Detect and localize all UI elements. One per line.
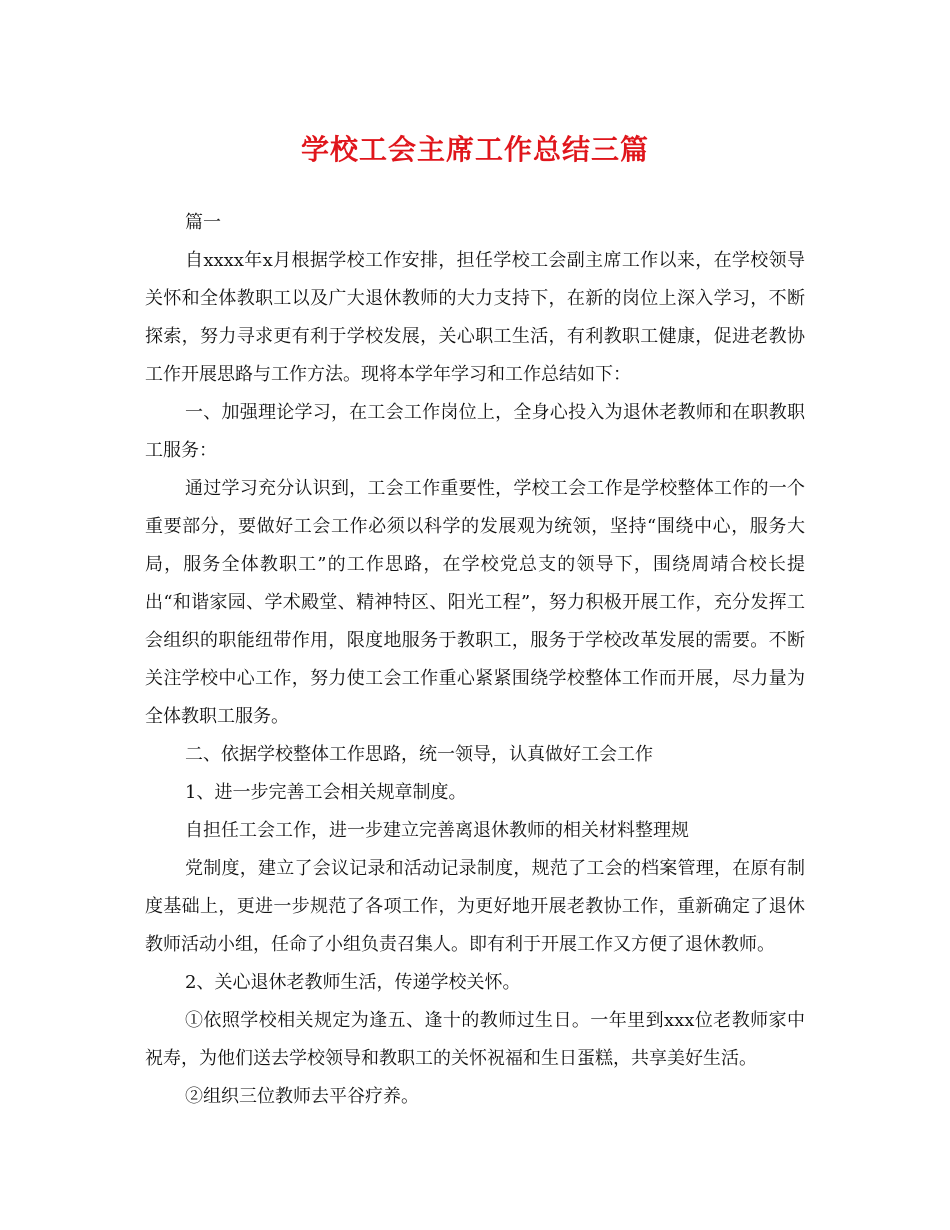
paragraph-section-heading: 篇一	[185, 212, 221, 233]
paragraph-theory-study: 通过学习充分认识到，工会工作重要性，学校工会工作是学校整体工作的一个重要部分，要做好工会工作必须以科学的发展观为统领，坚持“围绕中心，服务大局，服务全体教职工”的工作思路，在学校党总支的领导下，围绕周靖合校长提出“和谐家园、学术殿堂、精神特区、阳光工程”，努力积极开展工作，充分发挥工会组织的职能纽带作用，限度地服务于教职工，服务于学校改革发展的需要。不断关注学校中心工作，努力使工会工作重心紧紧围绕学校整体工作而开展，尽力量为全体教职工服务。	[145, 478, 805, 727]
document-title: 学校工会主席工作总结三篇	[300, 133, 649, 166]
document-body	[145, 204, 805, 1116]
paragraph-item-1: 1、进一步完善工会相关规章制度。	[185, 782, 467, 803]
paragraph-intro: 自xxxx年x月根据学校工作安排，担任学校工会副主席工作以来，在学校领导关怀和全体教职工以及广大退休教师的大力支持下，在新的岗位上深入学习，不断探索，努力寻求更有利于学校发展，关心职工生活，有利教职工健康，促进老教协工作开展思路与工作方法。现将本学年学习和工作总结如下：	[145, 250, 805, 385]
paragraph-item-2: 2、关心退休老教师生活，传递学校关怀。	[185, 972, 521, 993]
paragraph-heading-1: 一、加强理论学习，在工会工作岗位上，全身心投入为退休老教师和在职教职工服务：	[145, 402, 805, 461]
paragraph-rules-start: 自担任工会工作，进一步建立完善离退休教师的相关材料整理规	[185, 820, 689, 841]
paragraph-sanatorium: ②组织三位教师去平谷疗养。	[185, 1086, 419, 1107]
paragraph-rules-continued: 党制度，建立了会议记录和活动记录制度，规范了工会的档案管理，在原有制度基础上，更进一步规范了各项工作，为更好地开展老教协工作，重新确定了退休教师活动小组，任命了小组负责召集人。即有利于开展工作又方便了退休教师。	[145, 858, 805, 955]
paragraph-birthday: ①依照学校相关规定为逢五、逢十的教师过生日。一年里到xxx位老教师家中祝寿，为他们送去学校领导和教职工的关怀祝福和生日蛋糕，共享美好生活。	[145, 1010, 805, 1069]
paragraph-heading-2: 二、依据学校整体工作思路，统一领导，认真做好工会工作	[185, 744, 653, 765]
